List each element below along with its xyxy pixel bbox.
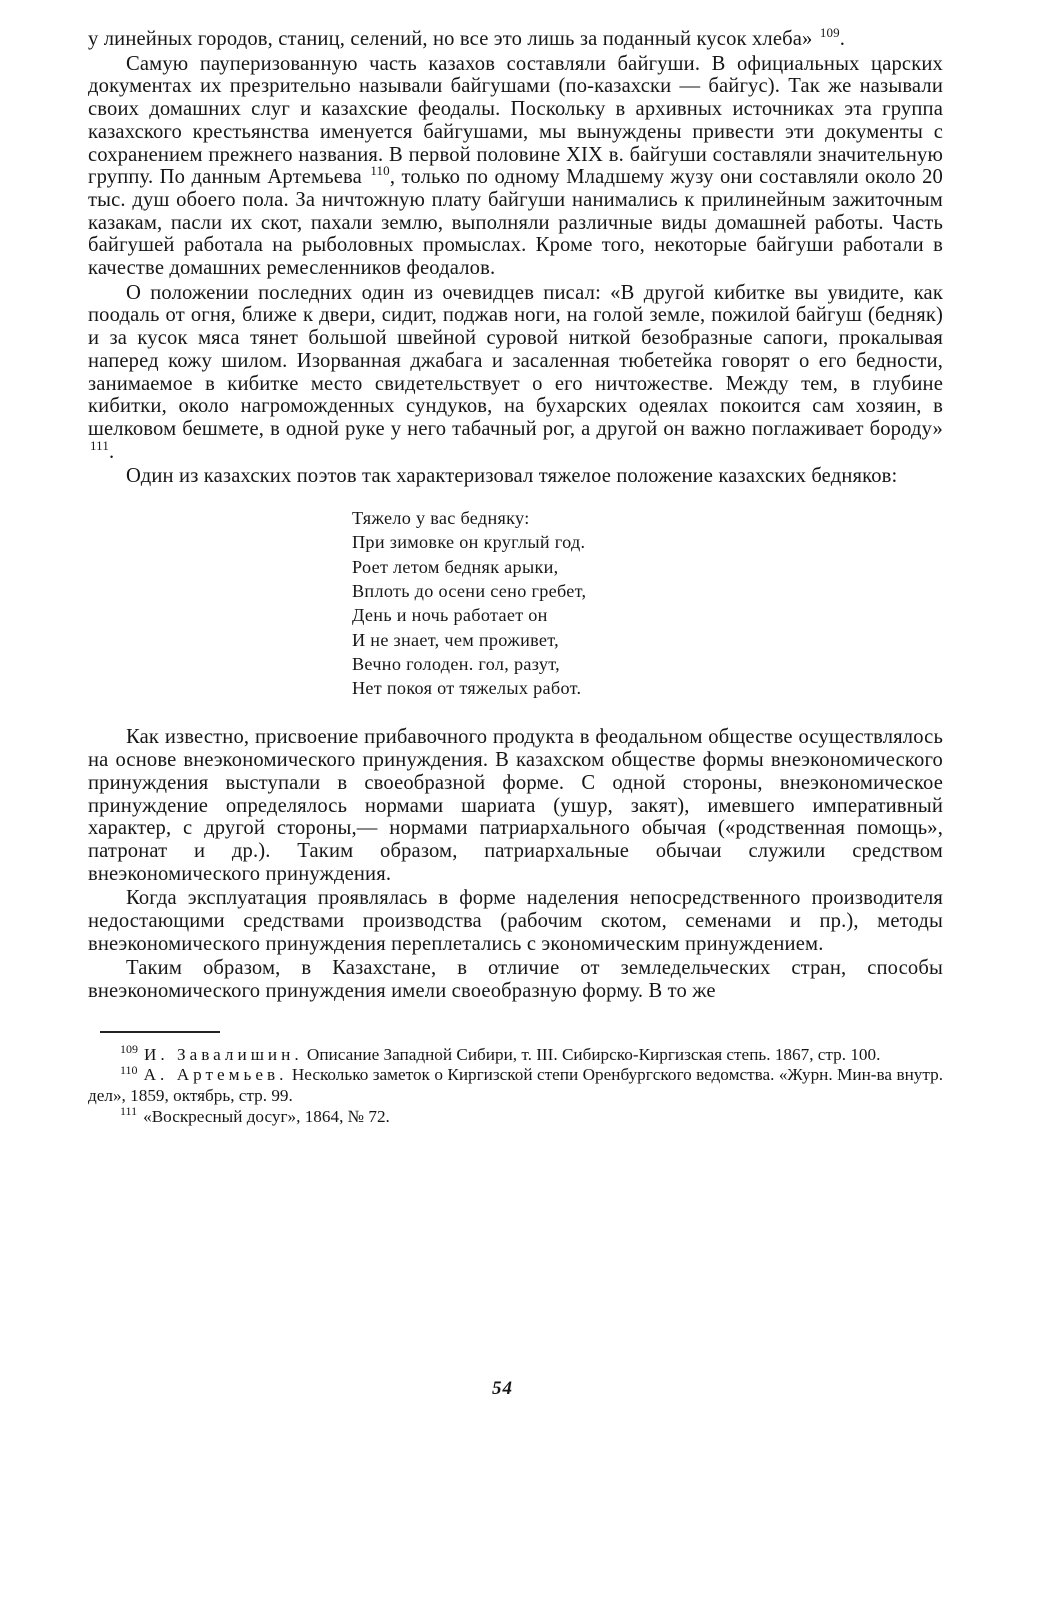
poem xyxy=(352,506,943,700)
poem-line: Вплоть до осени сено гребет, xyxy=(352,580,587,601)
footnote-ref-110[interactable]: 110 xyxy=(370,163,390,179)
paragraph-1: у линейных городов, станиц, селений, но все это лишь за поданный кусок хлеба» $^{109}$. xyxy=(88,25,846,50)
paragraph-6: Когда эксплуатация проявлялась в форме наделения непосредственного производителя недостающими средствами производства (рабочим скотом, семенами и пр.), методы внеэкономического принуждения переплетались с экономическим принуждением. xyxy=(88,887,943,955)
footnote-110: $^{110}$ А. Артемьев. Несколько заметок о Киргизской степи Оренбургского ведомства. «Журн. Мин-ва внутр. дел», 1859, октябрь, стр. 99. xyxy=(88,1062,944,1106)
poem-line: При зимовке он круглый год. xyxy=(352,532,586,553)
footnote-number: 111 xyxy=(120,1103,138,1118)
footnote-ref-111[interactable]: 111 xyxy=(90,437,109,453)
footnote-author: И. Завалишин. xyxy=(144,1044,303,1064)
footnote-number: 109 xyxy=(120,1042,138,1057)
book-page xyxy=(88,25,944,1127)
paragraph-5: Как известно, присвоение прибавочного продукта в феодальном обществе осуществлялось на основе внеэкономического принуждения. В казахском обществе формы внеэкономического принуждения выступали в своеобразной форме. С одной стороны, внеэкономическое принуждение определялось нормами шариата (ушур, закят), имевшего императивный характер, с другой стороны,— нормами патриархального обычая («родственная помощь», патронат и др.). Таким образом, патриархальные обычаи служили средством внеэкономического принуждения. xyxy=(88,726,943,885)
page-number: 54 xyxy=(492,1378,513,1399)
footnote-109: $^{109}$ И. Завалишин. Описание Западной Сибири, т. III. Сибирско-Киргизская степь. 1867, стр. 100. xyxy=(120,1042,881,1064)
paragraph-7: Таким образом, в Казахстане, в отличие от земледельческих стран, способы внеэкономического принуждения имели своеобразную форму. В то же xyxy=(88,957,943,1003)
poem-line: И не знает, чем проживет, xyxy=(352,629,559,650)
paragraph-4: Один из казахских поэтов так характеризовал тяжелое положение казахских бедняков: xyxy=(126,465,898,488)
footnote-divider xyxy=(100,1031,220,1033)
paragraph-2: Самую пауперизованную часть казахов составляли байгуши. В официальных царских документах их презрительно называли байгушами (по-казахски — байгус). Так же называли своих домашних слуг и казахские феодалы. Поскольку в архивных источниках эта группа казахского крестьянства именуется байгушами, мы вынуждены привести эти документы с сохранением прежнего названия. В первой половине XIX в. байгуши составляли значительную группу. По данным Артемьева $^{110}$, только по одному Младшему жузу они составляли около 20 тыс. душ обоего пола. За ничтожную плату байгуши нанимались к прилинейным зажиточным казакам, пасли их скот, пахали землю, выполняли различные виды домашней работы. Часть байгушей работала на рыболовных промыслах. Кроме того, некоторые байгуши работали в качестве домашних ремесленников феодалов. xyxy=(88,52,943,280)
paragraph-3: О положении последних один из очевидцев писал: «В другой кибитке вы увидите, как поодаль от огня, ближе к двери, сидит, поджав ноги, на голой земле, пожилой байгуш (бедняк) и за кусок мяса тянет большой швейной суровой ниткой безобразные сапоги, прокалывая наперед кожу шилом. Изорванная джабага и засаленная тюбетейка говорят о его бедности, занимаемое в кибитке место свидетельствует о его ничтожестве. Между тем, в глубине кибитки, около нагроможденных сундуков, на бухарских одеялах покоится сам хозяин, в шелковом бешмете, в одной руке у него табачный рог, а другой он важно поглаживает бороду» $^{111}$. xyxy=(88,281,943,463)
footnote-author: А. Артемьев. xyxy=(143,1065,288,1085)
footnote-111: $^{111}$ «Воскресный досуг», 1864, № 72. xyxy=(120,1103,390,1126)
poem-line: Вечно голоден. гол, разут, xyxy=(352,653,560,674)
poem-line: Нет покоя от тяжелых работ. xyxy=(352,678,582,699)
footnote-ref-109[interactable]: 109 xyxy=(819,25,840,41)
poem-line: Роет летом бедняк арыки, xyxy=(352,556,559,577)
footnote-number: 110 xyxy=(120,1062,138,1077)
poem-line: Тяжело у вас бедняку: xyxy=(352,508,530,529)
poem-line: День и ночь работает он xyxy=(352,605,548,626)
